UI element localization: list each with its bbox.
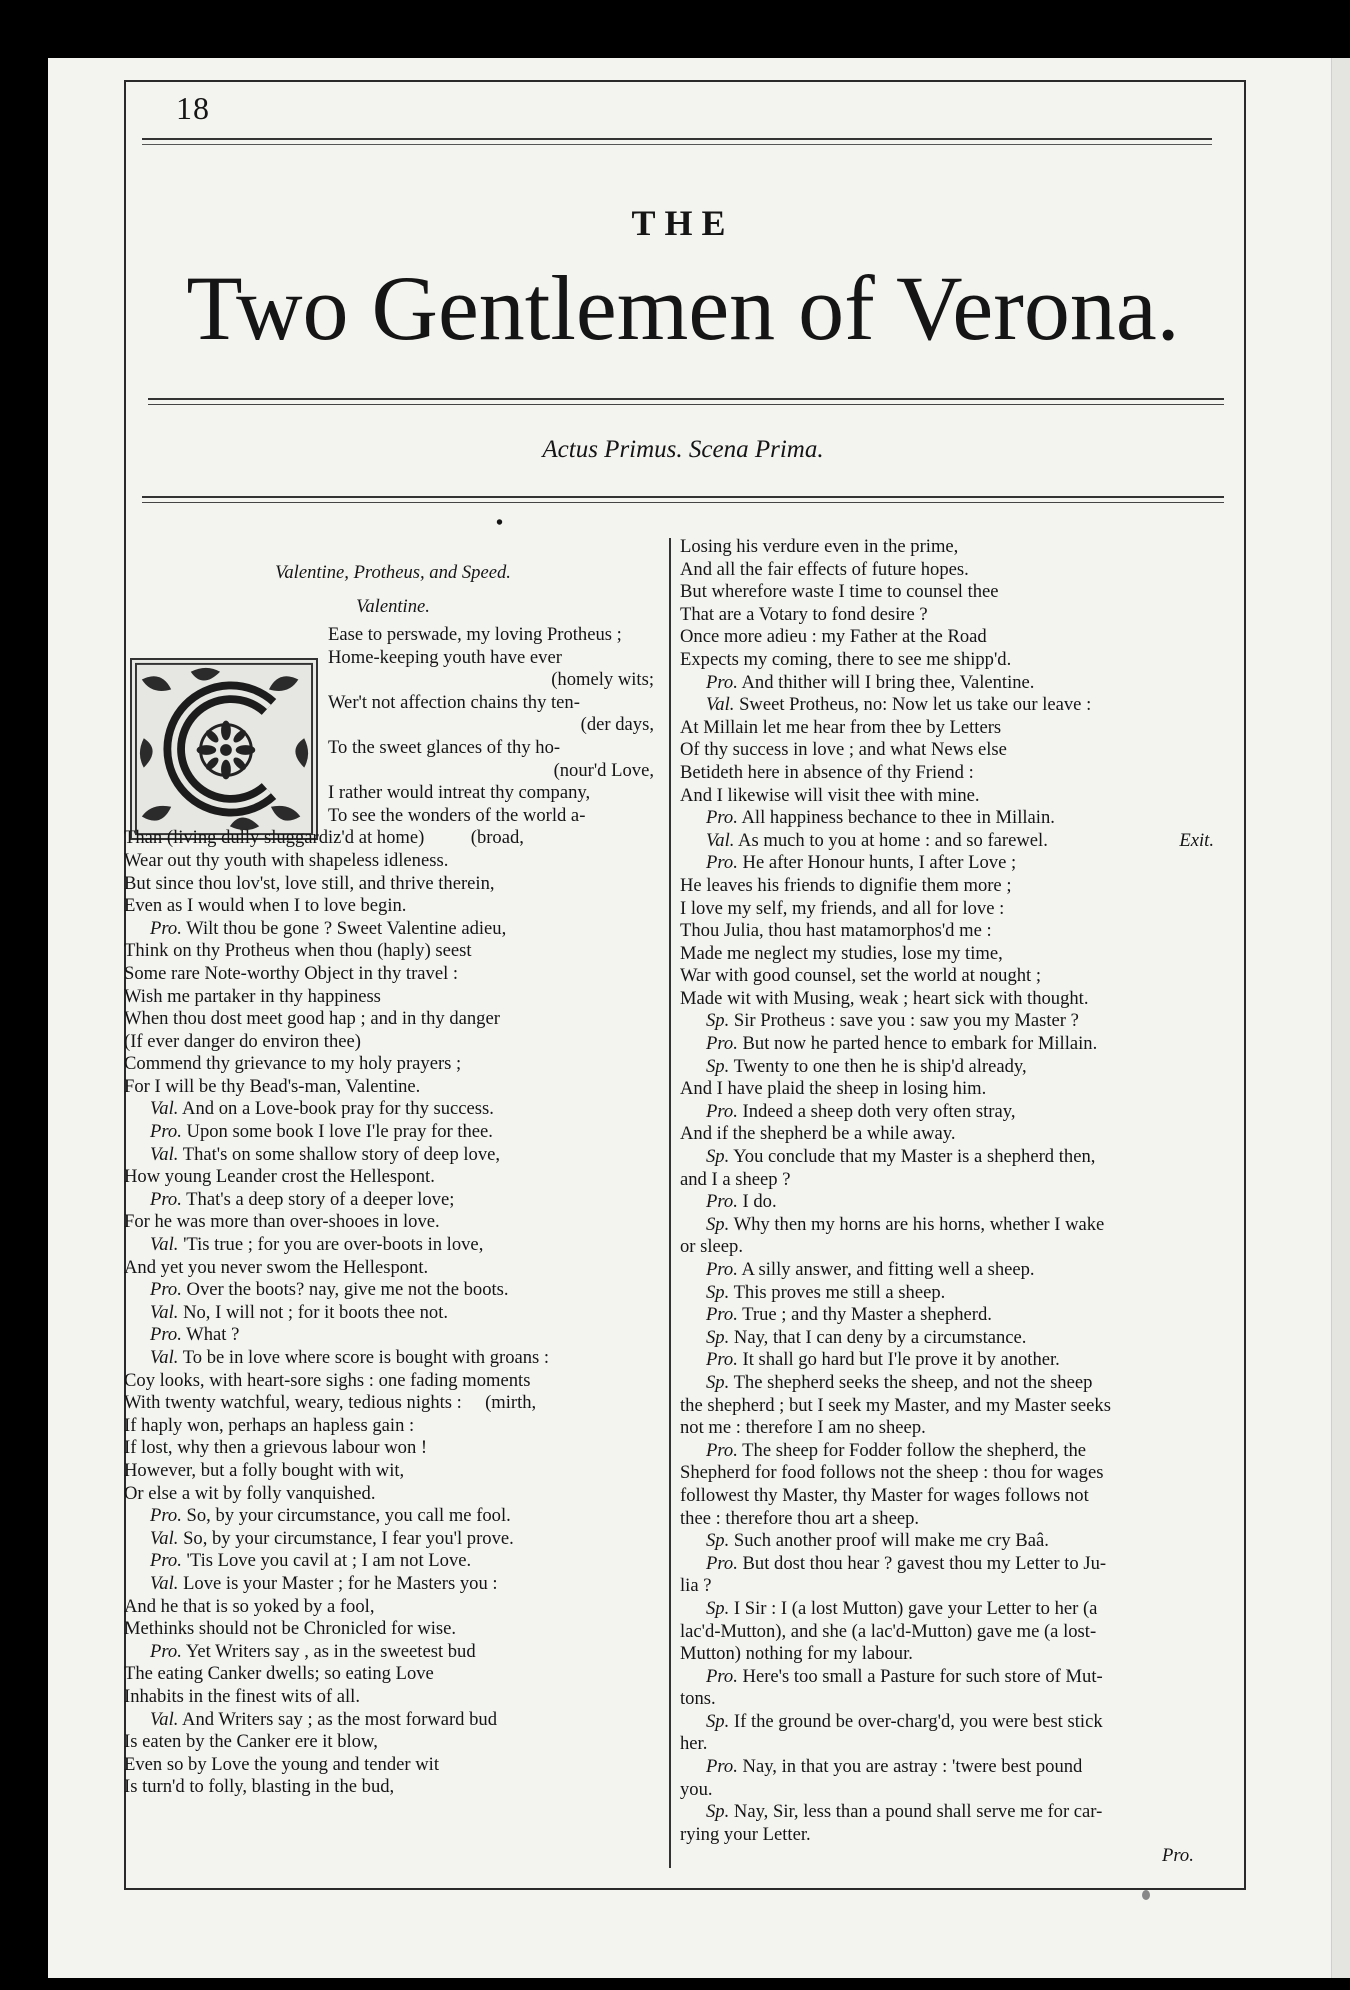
speech-line bbox=[124, 1098, 662, 1121]
speech-text: That's a deep story of a deeper love; bbox=[186, 1188, 455, 1210]
verse-text: you. bbox=[680, 1778, 713, 1800]
speech-line bbox=[680, 1666, 1220, 1689]
verse-text: At Millain let me hear from thee by Letters bbox=[680, 716, 1002, 738]
speech-line bbox=[124, 1528, 662, 1551]
speaker-prefix: Val. bbox=[150, 1098, 179, 1120]
speaker-heading bbox=[124, 590, 662, 624]
speech-text: Sweet Protheus, no: Now let us take our leave : bbox=[739, 694, 1092, 716]
verse-text: and I a sheep ? bbox=[680, 1168, 791, 1190]
speech-text: I do. bbox=[742, 1191, 777, 1213]
speech-line bbox=[124, 1121, 662, 1144]
text-line bbox=[124, 1460, 662, 1483]
speaker-prefix: Pro. bbox=[150, 1550, 182, 1572]
speech-line bbox=[680, 1756, 1220, 1779]
speaker-prefix: Sp. bbox=[706, 1055, 730, 1077]
verse-text: Commend thy grievance to my holy prayers ; bbox=[124, 1053, 462, 1075]
verse-text: For he was more than over-shooes in love. bbox=[124, 1211, 440, 1233]
speech-line bbox=[680, 1146, 1220, 1169]
verse-text: He leaves his friends to dignifie them more ; bbox=[680, 874, 1012, 896]
text-line bbox=[124, 940, 662, 963]
text-line bbox=[124, 1686, 662, 1709]
text-line bbox=[680, 965, 1220, 988]
verse-text: the shepherd ; but I seek my Master, and my Master seeks bbox=[680, 1394, 1111, 1416]
text-line bbox=[328, 782, 662, 805]
speech-text: 'Tis Love you cavil at ; I am not Love. bbox=[186, 1550, 472, 1572]
speech-text: It shall go hard but I'le prove it by another. bbox=[742, 1349, 1060, 1371]
text-line bbox=[124, 827, 662, 850]
text-line bbox=[680, 1575, 1220, 1598]
text-line bbox=[124, 895, 662, 918]
verse-text: And he that is so yoked by a fool, bbox=[124, 1595, 375, 1617]
text-line bbox=[328, 760, 662, 783]
page-number: 18 bbox=[176, 90, 210, 126]
speech-text: But now he parted hence to embark for Millain. bbox=[742, 1033, 1098, 1055]
verse-text: However, but a folly bought with wit, bbox=[124, 1459, 405, 1481]
speech-text: Nay, Sir, less than a pound shall serve me for car- bbox=[733, 1801, 1103, 1823]
text-line bbox=[680, 988, 1220, 1011]
right-text-column bbox=[680, 536, 1220, 1846]
text-line bbox=[124, 1166, 662, 1189]
speech-text: So, by your circumstance, I fear you'l prove. bbox=[183, 1527, 514, 1549]
text-line bbox=[124, 1257, 662, 1280]
verse-text: Some rare Note-worthy Object in thy travel : bbox=[124, 962, 459, 984]
speech-line bbox=[680, 1711, 1220, 1734]
speech-line bbox=[680, 807, 1220, 830]
speech-text: Indeed a sheep doth very often stray, bbox=[742, 1100, 1016, 1122]
speech-text: If the ground be over-charg'd, you were best stick bbox=[733, 1710, 1103, 1732]
speaker-prefix: Pro. bbox=[150, 1121, 182, 1143]
title-rule-upper bbox=[148, 398, 1224, 400]
title-the: THE bbox=[631, 203, 735, 243]
speaker-prefix: Pro. bbox=[706, 807, 738, 829]
speaker-prefix: Val. bbox=[150, 1708, 179, 1730]
speech-text: A silly answer, and fitting well a sheep. bbox=[741, 1259, 1035, 1280]
text-line bbox=[124, 1776, 662, 1799]
speech-line bbox=[124, 918, 662, 941]
text-line bbox=[680, 875, 1220, 898]
verse-text: Coy looks, with heart-sore sighs : one fading moments bbox=[124, 1369, 531, 1391]
speech-line bbox=[124, 1641, 662, 1664]
ink-spot bbox=[1142, 1890, 1150, 1900]
verse-text: Betideth here in absence of thy Friend : bbox=[680, 761, 974, 783]
speaker-prefix: Val. bbox=[150, 1143, 179, 1165]
text-line bbox=[124, 1437, 662, 1460]
speaker-prefix: Val. bbox=[706, 694, 735, 716]
speech-line bbox=[124, 1505, 662, 1528]
text-line bbox=[124, 1731, 662, 1754]
text-line bbox=[680, 1395, 1220, 1418]
verse-text: And yet you never swom the Hellespont. bbox=[124, 1256, 429, 1278]
speech-text: Nay, in that you are astray : 'twere best pound bbox=[742, 1756, 1083, 1778]
text-line bbox=[680, 1621, 1220, 1644]
text-line bbox=[680, 536, 1220, 559]
text-line bbox=[124, 1618, 662, 1641]
speaker-prefix: Pro. bbox=[706, 1100, 738, 1122]
verse-text: (If ever danger do environ thee) bbox=[124, 1030, 361, 1052]
text-line bbox=[680, 717, 1220, 740]
speaker-prefix: Pro. bbox=[150, 1279, 182, 1301]
text-line bbox=[124, 1392, 662, 1415]
verse-text: thee : therefore thou art a sheep. bbox=[680, 1507, 920, 1529]
speech-line bbox=[680, 1056, 1220, 1079]
text-line bbox=[680, 785, 1220, 808]
speech-text: To be in love where score is bought with groans : bbox=[182, 1347, 550, 1368]
verse-text: I love my self, my friends, and all for love : bbox=[680, 897, 1005, 919]
speech-text: Wilt thou be gone ? Sweet Valentine adieu, bbox=[186, 917, 507, 939]
speech-line bbox=[124, 1573, 662, 1596]
verse-text: Made wit with Musing, weak ; heart sick with thought. bbox=[680, 987, 1089, 1009]
speaker-prefix: Val. bbox=[150, 1572, 179, 1594]
verse-text: Ease to perswade, my loving Protheus ; bbox=[328, 624, 622, 645]
speech-line bbox=[680, 1801, 1220, 1824]
speaker-prefix: Sp. bbox=[706, 1530, 730, 1552]
verse-text: When thou dost meet good hap ; and in thy danger bbox=[124, 1008, 500, 1030]
speech-text: The sheep for Fodder follow the shepherd, the bbox=[742, 1439, 1087, 1461]
speaker-prefix: Pro. bbox=[706, 852, 738, 874]
text-line bbox=[680, 1643, 1220, 1666]
verse-text: her. bbox=[680, 1733, 708, 1755]
left-text-column bbox=[124, 556, 662, 1799]
speech-line bbox=[680, 1598, 1220, 1621]
verse-text: rying your Letter. bbox=[680, 1823, 811, 1845]
verse-text: And if the shepherd be a while away. bbox=[680, 1123, 956, 1145]
verse-text: With twenty watchful, weary, tedious nights : (mirth, bbox=[124, 1392, 537, 1414]
verse-text: But wherefore waste I time to counsel thee bbox=[680, 581, 999, 603]
text-line bbox=[680, 762, 1220, 785]
speaker-prefix: Sp. bbox=[706, 1213, 730, 1235]
verse-text: Once more adieu : my Father at the Road bbox=[680, 626, 987, 648]
speech-text: Twenty to one then he is ship'd already, bbox=[733, 1055, 1027, 1077]
text-line bbox=[328, 805, 662, 828]
text-line bbox=[680, 1733, 1220, 1756]
speech-text: All happiness bechance to thee in Millain. bbox=[741, 807, 1055, 829]
speech-text: As much to you at home : and so farewel. bbox=[738, 829, 1048, 851]
verse-text: Wish me partaker in thy happiness bbox=[124, 985, 381, 1007]
speaker-prefix: Val. bbox=[150, 1347, 179, 1368]
speech-line bbox=[680, 1372, 1220, 1395]
text-line bbox=[124, 1053, 662, 1076]
text-line bbox=[124, 1008, 662, 1031]
text-line bbox=[328, 737, 662, 760]
speaker-prefix: Pro. bbox=[150, 1188, 182, 1210]
speaker-prefix: Sp. bbox=[706, 1371, 730, 1393]
speech-line bbox=[680, 1327, 1220, 1350]
verse-text: Even as I would when I to love begin. bbox=[124, 895, 407, 917]
speaker-prefix: Sp. bbox=[706, 1326, 730, 1348]
verse-text: For I will be thy Bead's-man, Valentine. bbox=[124, 1075, 421, 1097]
speech-line bbox=[124, 1144, 662, 1167]
act-scene-heading: Actus Primus. Scena Prima. bbox=[542, 436, 824, 463]
speech-text: And Writers say ; as the most forward bud bbox=[182, 1708, 497, 1730]
speech-text: This proves me still a sheep. bbox=[733, 1281, 946, 1303]
speech-line bbox=[680, 1101, 1220, 1124]
speaker-prefix: Sp. bbox=[706, 1146, 730, 1168]
verse-text: Think on thy Protheus when thou (haply) seest bbox=[124, 940, 472, 962]
adjacent-page-edge bbox=[1331, 58, 1350, 1978]
text-line bbox=[328, 669, 662, 692]
speech-line bbox=[680, 672, 1220, 695]
speech-text: And thither will I bring thee, Valentine. bbox=[741, 671, 1035, 693]
text-line bbox=[680, 1824, 1220, 1847]
text-line bbox=[680, 1508, 1220, 1531]
speech-text: He after Honour hunts, I after Love ; bbox=[742, 852, 1017, 874]
verse-text: But since thou lov'st, love still, and thrive therein, bbox=[124, 872, 495, 894]
speech-line bbox=[124, 1234, 662, 1257]
verse-text: Wear out thy youth with shapeless idleness. bbox=[124, 849, 449, 871]
text-line bbox=[124, 1754, 662, 1777]
speech-line bbox=[680, 1304, 1220, 1327]
verse-text: And I have plaid the sheep in losing him. bbox=[680, 1078, 987, 1100]
verse-text: lia ? bbox=[680, 1575, 712, 1597]
speaker-prefix: Pro. bbox=[150, 1505, 182, 1527]
verse-text: Wer't not affection chains thy ten- bbox=[328, 691, 580, 713]
speech-line bbox=[124, 1550, 662, 1573]
verse-text: To see the wonders of the world a- bbox=[328, 804, 586, 826]
speaker-prefix: Pro. bbox=[706, 1033, 738, 1055]
play-title: Two Gentlemen of Verona. bbox=[186, 257, 1180, 359]
speaker-heading bbox=[124, 556, 662, 590]
text-line bbox=[124, 850, 662, 873]
verse-text: Even so by Love the young and tender wit bbox=[124, 1753, 439, 1775]
speech-line bbox=[680, 694, 1220, 717]
text-line bbox=[680, 1236, 1220, 1259]
text-line bbox=[328, 624, 662, 647]
speech-text: Sir Protheus : save you : saw you my Master ? bbox=[733, 1010, 1079, 1032]
speech-text: No, I will not ; for it boots thee not. bbox=[183, 1301, 449, 1323]
speech-text: Over the boots? nay, give me not the boots. bbox=[186, 1279, 509, 1301]
verse-text: Inhabits in the finest wits of all. bbox=[124, 1685, 360, 1707]
speaker-prefix: Val. bbox=[150, 1527, 179, 1549]
text-line bbox=[680, 1779, 1220, 1802]
text-line bbox=[680, 604, 1220, 627]
verse-text: Than (living dully sluggardiz'd at home) (broad, bbox=[124, 827, 524, 849]
text-line bbox=[680, 943, 1220, 966]
text-line bbox=[124, 986, 662, 1009]
speaker-prefix: Val. bbox=[706, 829, 735, 851]
speech-line bbox=[124, 1324, 662, 1347]
speech-line bbox=[680, 1033, 1220, 1056]
verse-text: I rather would intreat thy company, bbox=[328, 782, 591, 804]
speech-line bbox=[680, 1010, 1220, 1033]
speech-text: Such another proof will make me cry Baâ. bbox=[733, 1530, 1049, 1552]
verse-text: Home-keeping youth have ever bbox=[328, 646, 562, 668]
speech-text: 'Tis true ; for you are over-boots in love, bbox=[183, 1234, 484, 1256]
verse-text: War with good counsel, set the world at nought ; bbox=[680, 965, 1042, 987]
verse-text: Thou Julia, thou hast matamorphos'd me : bbox=[680, 920, 992, 942]
text-line bbox=[680, 1123, 1220, 1146]
speaker-prefix: Pro. bbox=[150, 917, 182, 939]
verse-text: Of thy success in love ; and what News else bbox=[680, 739, 1007, 761]
speech-text: True ; and thy Master a shepherd. bbox=[742, 1304, 992, 1326]
verse-text: followest thy Master, thy Master for wages follows not bbox=[680, 1484, 1089, 1506]
speaker-prefix: Pro. bbox=[706, 1665, 738, 1687]
text-line bbox=[680, 898, 1220, 921]
speech-text: Why then my horns are his horns, whether I wake bbox=[733, 1213, 1105, 1235]
verse-text: The eating Canker dwells; so eating Love bbox=[124, 1663, 434, 1685]
speaker-prefix: Pro. bbox=[706, 1349, 738, 1371]
verse-text: Losing his verdure even in the prime, bbox=[680, 536, 959, 557]
speech-line bbox=[680, 1349, 1220, 1372]
text-line bbox=[124, 1483, 662, 1506]
speech-line bbox=[680, 1282, 1220, 1305]
text-line bbox=[680, 1688, 1220, 1711]
verse-text: (homely wits; bbox=[551, 669, 654, 691]
speaker-prefix: Sp. bbox=[706, 1281, 730, 1303]
stage-direction: Exit. bbox=[1179, 829, 1214, 851]
text-line bbox=[680, 1078, 1220, 1101]
text-line bbox=[680, 1417, 1220, 1440]
verse-text: And all the fair effects of future hopes. bbox=[680, 558, 969, 580]
text-line bbox=[680, 739, 1220, 762]
verse-text: And I likewise will visit thee with mine. bbox=[680, 784, 980, 806]
ornament-dot: • bbox=[496, 512, 504, 534]
verse-text: If lost, why then a grievous labour won ! bbox=[124, 1437, 428, 1459]
speech-text: The shepherd seeks the sheep, and not the sheep bbox=[733, 1371, 1093, 1393]
text-line bbox=[680, 920, 1220, 943]
text-line bbox=[124, 1663, 662, 1686]
speech-text: I Sir : I (a lost Mutton) gave your Letter to her (a bbox=[733, 1597, 1098, 1619]
speech-text: Upon some book I love I'le pray for thee. bbox=[186, 1121, 493, 1143]
text-line bbox=[680, 581, 1220, 604]
verse-text: To the sweet glances of thy ho- bbox=[328, 736, 561, 758]
text-line bbox=[124, 1596, 662, 1619]
speaker-prefix: Val. bbox=[150, 1234, 179, 1256]
speech-text: That's on some shallow story of deep love, bbox=[182, 1143, 501, 1165]
text-line bbox=[124, 1415, 662, 1438]
speaker-prefix: Sp. bbox=[706, 1801, 730, 1823]
speech-line bbox=[680, 1553, 1220, 1576]
text-line bbox=[680, 649, 1220, 672]
speaker-prefix: Sp. bbox=[706, 1010, 730, 1032]
verse-text: or sleep. bbox=[680, 1236, 743, 1258]
title-rule-lower bbox=[148, 404, 1224, 405]
speech-line bbox=[124, 1347, 662, 1370]
text-line bbox=[328, 714, 662, 737]
speaker-prefix: Pro. bbox=[706, 671, 738, 693]
header-rule bbox=[142, 138, 1212, 140]
text-line bbox=[124, 963, 662, 986]
text-line bbox=[124, 873, 662, 896]
verse-text: Expects my coming, there to see me shipp'd. bbox=[680, 648, 1012, 670]
verse-text: That are a Votary to fond desire ? bbox=[680, 603, 928, 625]
speech-text: So, by your circumstance, you call me fool. bbox=[186, 1505, 511, 1527]
speech-line bbox=[680, 1191, 1220, 1214]
speech-line bbox=[680, 1440, 1220, 1463]
speaker-prefix: Pro. bbox=[706, 1191, 738, 1213]
verse-text: Methinks should not be Chronicled for wise. bbox=[124, 1618, 457, 1640]
speaker-prefix: Pro. bbox=[706, 1304, 738, 1326]
speech-line bbox=[680, 830, 1220, 853]
column-divider bbox=[669, 538, 671, 1868]
verse-text: tons. bbox=[680, 1688, 716, 1710]
verse-text: Shepherd for food follows not the sheep : thou for wages bbox=[680, 1462, 1104, 1484]
act-rule-lower bbox=[142, 502, 1224, 503]
verse-text: How young Leander crost the Hellespont. bbox=[124, 1166, 435, 1188]
speaker-prefix: Sp. bbox=[706, 1597, 730, 1619]
speech-text: But dost thou hear ? gavest thou my Letter to Ju- bbox=[742, 1552, 1107, 1574]
speech-text: Nay, that I can deny by a circumstance. bbox=[733, 1326, 1027, 1348]
speech-line bbox=[124, 1279, 662, 1302]
verse-text: Is eaten by the Canker ere it blow, bbox=[124, 1731, 378, 1753]
text-line bbox=[328, 692, 662, 715]
text-line bbox=[124, 1370, 662, 1393]
verse-text: (nour'd Love, bbox=[553, 759, 654, 781]
text-line bbox=[680, 1462, 1220, 1485]
speech-line bbox=[680, 852, 1220, 875]
act-rule-upper bbox=[142, 496, 1224, 498]
speaker-prefix: Sp. bbox=[706, 1710, 730, 1732]
speech-text: And on a Love-book pray for thy success. bbox=[182, 1098, 494, 1120]
text-line bbox=[680, 559, 1220, 582]
speaker-prefix: Pro. bbox=[706, 1259, 738, 1280]
heading-text: Valentine. bbox=[356, 596, 430, 617]
heading-text: Valentine, Protheus, and Speed. bbox=[275, 562, 511, 583]
text-line bbox=[328, 647, 662, 670]
speech-line bbox=[124, 1709, 662, 1732]
text-line bbox=[124, 1031, 662, 1054]
verse-text: Mutton) nothing for my labour. bbox=[680, 1643, 913, 1665]
speaker-prefix: Pro. bbox=[706, 1439, 738, 1461]
speech-line bbox=[680, 1259, 1220, 1282]
text-line bbox=[124, 1076, 662, 1099]
verse-text: Is turn'd to folly, blasting in the bud, bbox=[124, 1776, 395, 1798]
speech-text: Here's too small a Pasture for such store of Mut- bbox=[742, 1665, 1103, 1687]
verse-text: If haply won, perhaps an hapless gain : bbox=[124, 1414, 415, 1436]
speech-line bbox=[124, 1189, 662, 1212]
speech-line bbox=[680, 1530, 1220, 1553]
text-line bbox=[680, 1169, 1220, 1192]
text-line bbox=[680, 1485, 1220, 1508]
speech-text: You conclude that my Master is a shepherd then, bbox=[733, 1146, 1096, 1168]
verse-text: Made me neglect my studies, lose my time, bbox=[680, 942, 1003, 964]
speech-line bbox=[680, 1214, 1220, 1237]
speaker-prefix: Pro. bbox=[706, 1756, 738, 1778]
speaker-prefix: Pro. bbox=[150, 1324, 182, 1346]
speaker-prefix: Pro. bbox=[150, 1640, 182, 1662]
catchword: Pro. bbox=[1162, 1845, 1194, 1866]
speech-text: What ? bbox=[186, 1324, 240, 1346]
header-rule-inner bbox=[142, 144, 1212, 145]
text-line bbox=[124, 1211, 662, 1234]
speaker-prefix: Val. bbox=[150, 1301, 179, 1323]
text-line bbox=[680, 626, 1220, 649]
speech-text: Yet Writers say , as in the sweetest bud bbox=[185, 1640, 476, 1662]
verse-text: Or else a wit by folly vanquished. bbox=[124, 1482, 376, 1504]
verse-text: lac'd-Mutton), and she (a lac'd-Mutton) gave me (a lost- bbox=[680, 1620, 1097, 1642]
speech-line bbox=[124, 1302, 662, 1325]
verse-text: not me : therefore I am no sheep. bbox=[680, 1417, 926, 1439]
speech-text: Love is your Master ; for he Masters you : bbox=[183, 1572, 498, 1594]
verse-text: (der days, bbox=[580, 714, 654, 736]
speaker-prefix: Pro. bbox=[706, 1552, 738, 1574]
